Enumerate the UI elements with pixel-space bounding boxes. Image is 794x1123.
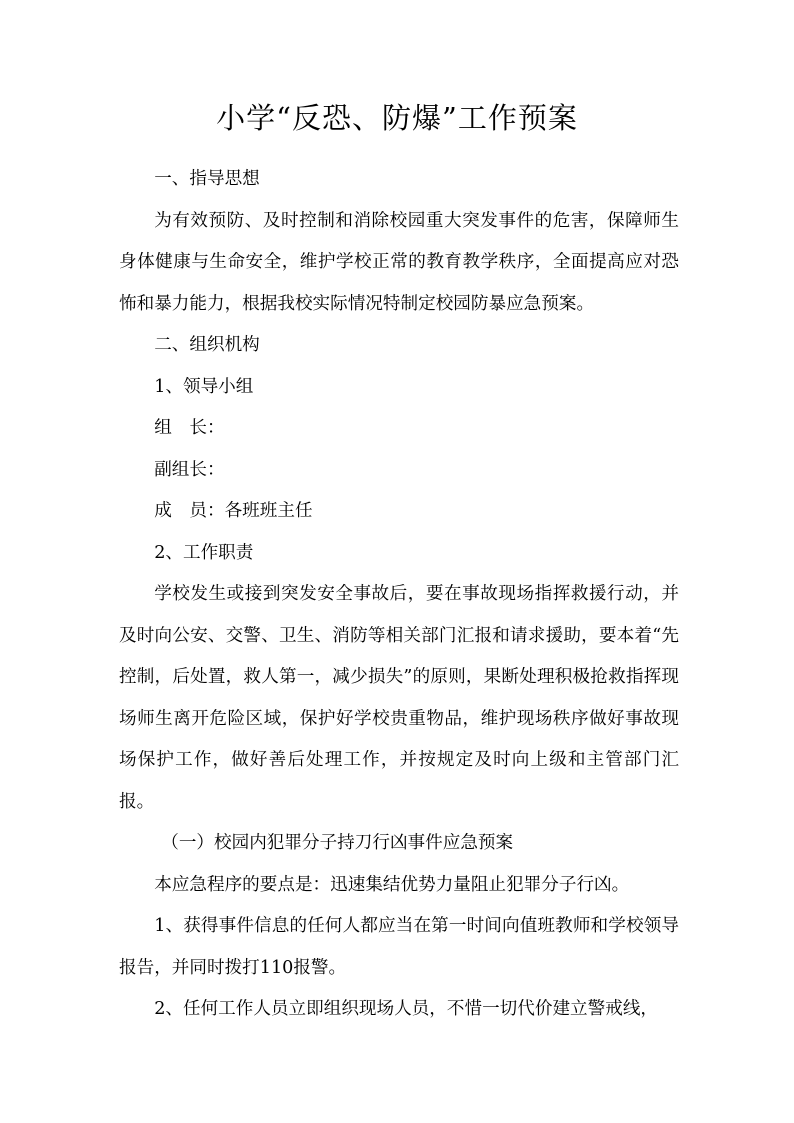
subheading-leadership-group: 1、领导小组 [154,376,254,397]
members-line: 成 员：各班班主任 [154,501,313,521]
paragraph-duties: 学校发生或接到突发安全事故后，要在事故现场指挥救援行动，并及时向公安、交警、卫生、消防等相关部门汇报和请求援助，要本着“先控制，后处置，救人第一，减少损失”的原则，果断处理积极抢救指挥现场师生离开危险区域，保护好学校贵重物品，维护现场秩序做好事故现场保护工作，做好善后处理工作，并按规定及时向上级和主管部门汇报。 [119,584,679,812]
section-heading-organization: 二、组织机构 [154,335,260,355]
document-title: 小学“反恐、防爆”工作预案 [216,101,578,135]
document-body [119,159,679,1031]
leader-line: 组 长： [154,418,225,438]
subheading-duties: 2、工作职责 [154,542,254,563]
subheading-knife-attack-plan: （一）校园内犯罪分子持刀行凶事件应急预案 [161,833,514,853]
paragraph-step-2: 2、任何工作人员立即组织现场人员，不惜一切代价建立警戒线， [154,999,659,1019]
paragraph-key-points: 本应急程序的要点是：迅速集结优势力量阻止犯罪分子行凶。 [154,874,630,895]
section-heading-guiding-ideology: 一、指导思想 [154,169,260,189]
paragraph-purpose: 为有效预防、及时控制和消除校园重大突发事件的危害，保障师生身体健康与生命安全，维护学校正常的教育教学秩序，全面提高应对恐怖和暴力能力，根据我校实际情况特制定校园防暴应急预案。 [119,210,679,314]
deputy-leader-line: 副组长： [154,459,225,480]
paragraph-step-1: 1、获得事件信息的任何人都应当在第一时间向值班教师和学校领导报告，并同时拨打110报警。 [119,916,679,978]
